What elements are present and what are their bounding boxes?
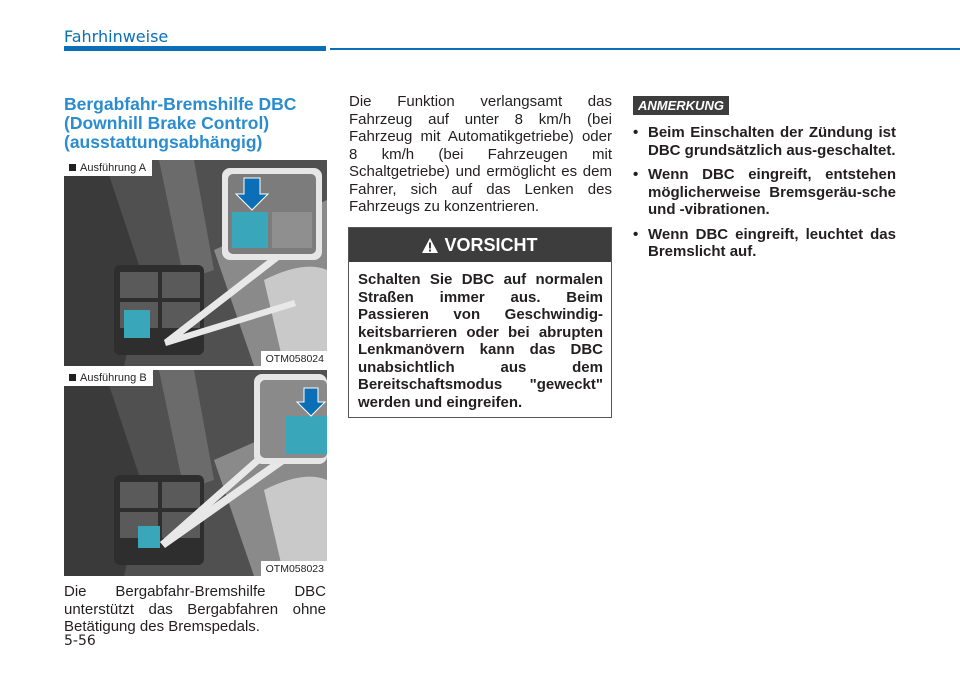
square-bullet-icon [69, 164, 76, 171]
caution-heading: VORSICHT [349, 228, 611, 262]
console-illustration-b [64, 370, 327, 576]
figure-variant-a [64, 160, 327, 366]
header-rule-thin [330, 48, 960, 50]
note-list [633, 124, 896, 268]
list-item: • Wenn DBC eingreift, leuchtet das Bremslicht auf. [633, 226, 896, 261]
paragraph-intro: Die Bergabfahr-Bremshilfe DBC unterstützt das Bergabfahren ohne Betätigung des Bremspedals. [64, 583, 326, 635]
list-item: • Wenn DBC eingreift, entstehen möglicherweise Bremsgeräu-sche und -vibrationen. [633, 166, 896, 219]
dbc-button-zoom [286, 416, 327, 454]
paragraph-function: Die Funktion verlangsamt das Fahrzeug auf unter 8 km/h (bei Fahrzeug mit Automatikgetriebe) oder 8 km/h (bei Fahrzeugen mit Schaltgetriebe) und ermöglicht es dem Fahrer, sich auf das Lenken des Fahrzeugs zu konzentrieren. [349, 93, 612, 215]
square-bullet-icon [69, 374, 76, 381]
list-item: • Beim Einschalten der Zündung ist DBC grundsätzlich aus-geschaltet. [633, 124, 896, 159]
figure-code: OTM058024 [261, 351, 327, 366]
figure-code: OTM058023 [261, 561, 327, 576]
section-title: Bergabfahr-Bremshilfe DBC (Downhill Brake Control) (ausstattungsabhängig) [64, 94, 297, 152]
dbc-button-small [124, 310, 150, 338]
dbc-button-zoom [232, 212, 268, 248]
caution-box [348, 227, 612, 418]
page-number: 5-56 [64, 633, 96, 649]
note-badge: ANMERKUNG [633, 96, 729, 115]
console-illustration-a [64, 160, 327, 366]
figure-label: Ausführung A [64, 160, 152, 176]
caution-text: Schalten Sie DBC auf normalen Straßen immer aus. Beim Passieren von Geschwindig-keitsbarrieren oder bei abrupten Lenkmanövern kann das DBC unabsichtlich aus dem Bereitschaftsmodus "geweckt" werden und eingreifen. [358, 271, 603, 411]
section-header: Fahrhinweise [64, 27, 169, 46]
header-rule-thick [64, 46, 326, 51]
figure-label: Ausführung B [64, 370, 153, 386]
warning-triangle-icon [422, 238, 438, 253]
figure-variant-b [64, 370, 327, 576]
dbc-button-small [138, 526, 160, 548]
